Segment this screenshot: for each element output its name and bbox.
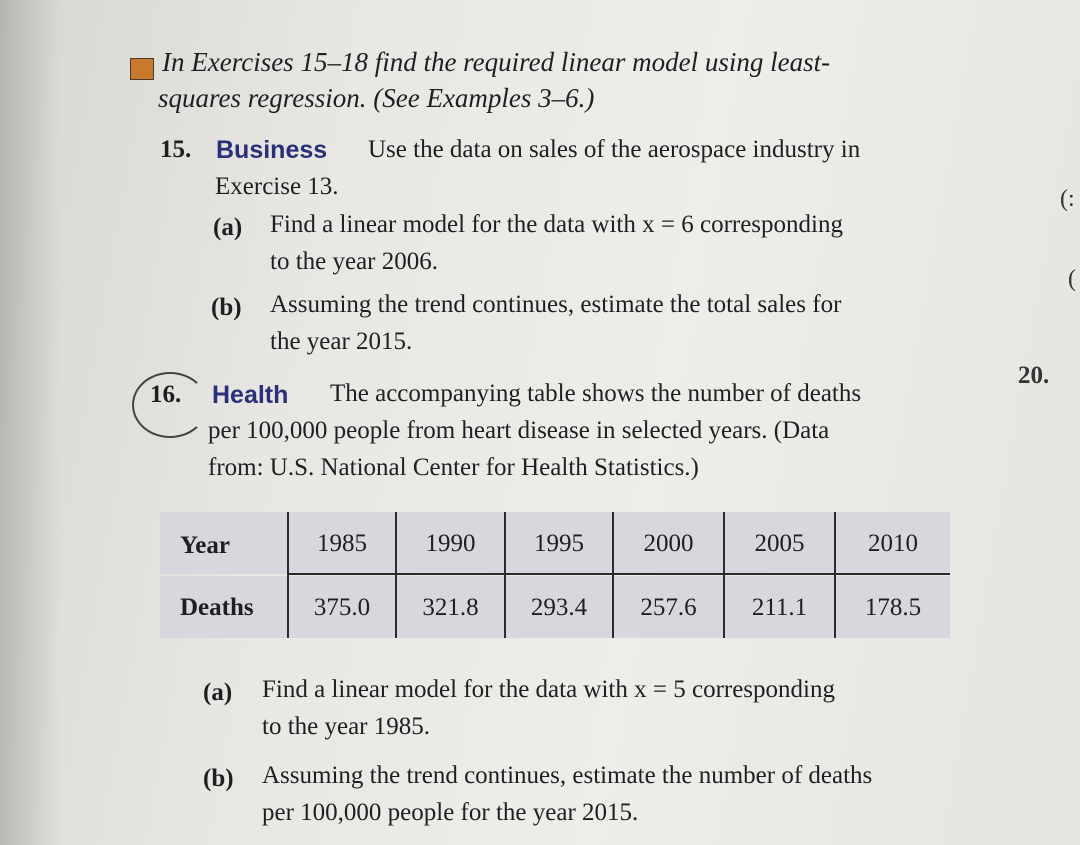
exercise-15b-line-2: the year 2015. xyxy=(270,328,413,355)
pencil-icon xyxy=(130,58,154,80)
year-cell: 1985 xyxy=(317,530,367,557)
year-cell: 1990 xyxy=(425,530,476,557)
margin-exercise-20-number: 20. xyxy=(1018,362,1050,389)
exercise-16b-label: (b) xyxy=(203,765,234,792)
exercise-15a-line-1: Find a linear model for the data with x = 6 corresponding xyxy=(270,211,843,238)
instruction-line-1: In Exercises 15–18 find the required linear model using least- xyxy=(162,47,831,77)
year-cell: 2010 xyxy=(868,530,918,557)
exercise-15b-line-1: Assuming the trend continues, estimate the total sales for xyxy=(270,291,842,318)
exercise-16b-line-1: Assuming the trend continues, estimate the number of deaths xyxy=(262,762,873,789)
margin-fragment: ( xyxy=(1068,266,1076,292)
exercise-16-category: Health xyxy=(212,381,289,409)
exercise-15b-label: (b) xyxy=(211,294,242,321)
margin-fragment: (: xyxy=(1060,186,1075,212)
exercise-15-intro-line-2: Exercise 13. xyxy=(215,173,339,200)
page-shadow xyxy=(0,0,60,845)
exercise-15-number: 15. xyxy=(160,136,192,163)
exercise-15-intro-line-1: Use the data on sales of the aerospace industry in xyxy=(368,136,861,163)
deaths-cell: 257.6 xyxy=(640,594,697,621)
deaths-cell: 178.5 xyxy=(864,594,922,621)
exercise-16b-line-2: per 100,000 people for the year 2015. xyxy=(262,799,639,826)
deaths-cell: 211.1 xyxy=(751,594,808,621)
exercise-16a-line-2: to the year 1985. xyxy=(262,713,431,740)
deaths-cell: 375.0 xyxy=(313,594,371,621)
row-header-year: Year xyxy=(180,532,230,559)
exercise-16-intro-line-3: from: U.S. National Center for Health Statistics.) xyxy=(208,454,699,481)
deaths-table xyxy=(160,512,950,638)
row-header-deaths: Deaths xyxy=(180,594,254,621)
year-cell: 2000 xyxy=(643,530,694,557)
exercise-15a-line-2: to the year 2006. xyxy=(270,248,439,275)
exercise-16a-label: (a) xyxy=(203,679,233,706)
exercise-16-intro-line-2: per 100,000 people from heart disease in selected years. (Data xyxy=(208,417,830,444)
exercise-16-intro-line-1: The accompanying table shows the number of deaths xyxy=(330,380,862,407)
exercise-15a-label: (a) xyxy=(213,214,243,241)
exercise-15-category: Business xyxy=(216,136,328,164)
instruction-line-2: squares regression. (See Examples 3–6.) xyxy=(158,83,595,113)
year-cell: 2005 xyxy=(754,530,805,557)
table-divider xyxy=(288,573,950,575)
exercise-16a-line-1: Find a linear model for the data with x = 5 corresponding xyxy=(262,676,835,703)
exercise-16-number: 16. xyxy=(150,381,182,408)
deaths-cell: 321.8 xyxy=(422,594,479,621)
year-cell: 1995 xyxy=(534,530,584,557)
deaths-cell: 293.4 xyxy=(530,594,588,621)
